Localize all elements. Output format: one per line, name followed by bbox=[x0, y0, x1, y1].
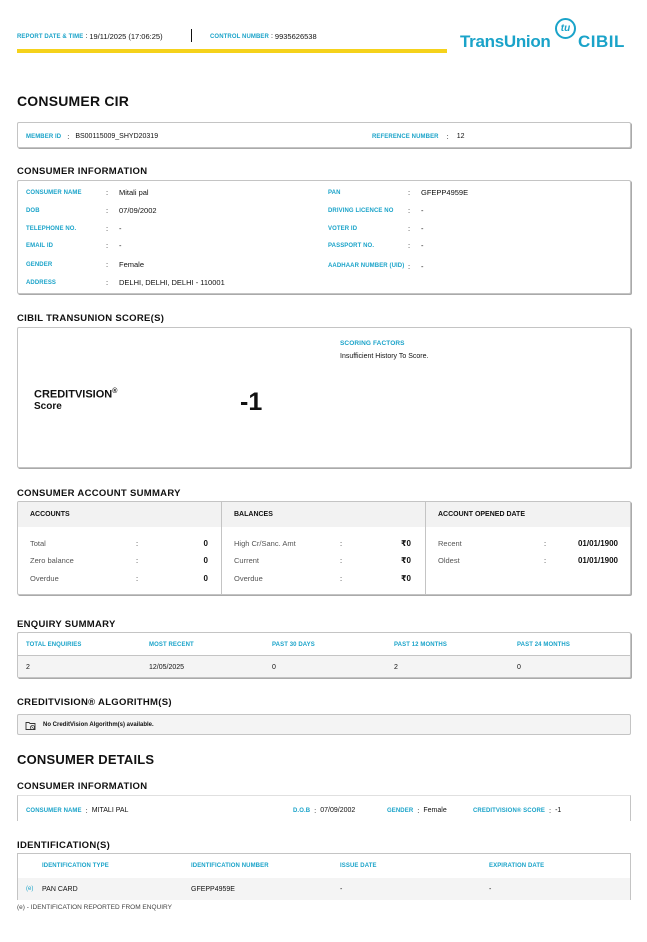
address-label: ADDRESS bbox=[26, 279, 57, 286]
email-label: EMAIL ID bbox=[26, 242, 54, 249]
accounts-panel: ACCOUNTS Total : 0 Zero balance : 0 Overdue : 0 bbox=[18, 502, 222, 595]
enquiry-col-past-12m: PAST 12 MONTHS bbox=[394, 642, 447, 648]
dob-label: DOB bbox=[26, 207, 40, 214]
consumer-name-label: CONSUMER NAME bbox=[26, 189, 82, 196]
enquiry-most-recent-value: 12/05/2025 bbox=[149, 664, 185, 671]
algorithm-box bbox=[17, 714, 631, 735]
id-col-expiration-date: EXPIRATION DATE bbox=[489, 863, 545, 869]
accounts-zero-balance-value: 0 bbox=[203, 556, 208, 565]
consumer-details-title: CONSUMER DETAILS bbox=[17, 752, 155, 767]
enquiry-past-12m-value: 2 bbox=[394, 664, 398, 671]
algorithm-message: No CreditVision Algorithm(s) available. bbox=[43, 722, 154, 728]
enquiry-col-most-recent: MOST RECENT bbox=[149, 642, 194, 648]
balances-overdue-label: Overdue bbox=[234, 574, 263, 583]
report-date-value: 19/11/2025 (17:06:25) bbox=[89, 32, 163, 41]
accounts-total-value: 0 bbox=[203, 539, 208, 548]
accounts-overdue-value: 0 bbox=[203, 574, 208, 583]
enquiry-header-row bbox=[18, 633, 631, 656]
scoring-factors-text: Insufficient History To Score. bbox=[340, 353, 429, 360]
creditvision-score-label bbox=[34, 386, 117, 412]
voter-id-value: - bbox=[421, 224, 424, 233]
member-box: MEMBER ID : BS00115009_SHYD20319 REFERENCE NUMBER : 12 bbox=[17, 122, 631, 148]
reference-number-label: REFERENCE NUMBER bbox=[372, 133, 439, 140]
enquiry-value-row bbox=[18, 656, 631, 678]
report-date-colon: : bbox=[85, 33, 88, 40]
gender-value: Female bbox=[119, 260, 145, 269]
control-number-label: CONTROL NUMBER bbox=[210, 33, 269, 40]
opened-oldest-label: Oldest bbox=[438, 556, 460, 565]
id-row-marker: (e) bbox=[26, 886, 34, 892]
id-issue-date-value: - bbox=[340, 886, 343, 893]
score-value: -1 bbox=[240, 388, 263, 416]
account-opened-title: ACCOUNT OPENED DATE bbox=[426, 502, 631, 527]
pan-value: GFEPP4959E bbox=[421, 188, 469, 197]
telephone-label: TELEPHONE NO. bbox=[26, 225, 77, 232]
enquiry-total-value: 2 bbox=[26, 664, 30, 671]
enquiry-past-30-value: 0 bbox=[272, 664, 276, 671]
id-number-value: GFEPP4959E bbox=[191, 886, 235, 893]
aadhaar-label: AADHAAR NUMBER (UID) bbox=[328, 263, 405, 269]
id-type-value: PAN CARD bbox=[42, 886, 78, 893]
cd-gender-value: Female bbox=[423, 807, 447, 814]
algorithm-heading: CREDITVISION® ALGORITHM(S) bbox=[17, 697, 172, 708]
accounts-zero-balance-label: Zero balance bbox=[30, 556, 74, 565]
pan-label: PAN bbox=[328, 189, 341, 196]
opened-oldest-value: 01/01/1900 bbox=[577, 556, 618, 565]
balances-title: BALANCES bbox=[222, 502, 425, 527]
id-col-issue-date: ISSUE DATE bbox=[340, 863, 377, 869]
driving-licence-label: DRIVING LICENCE NO bbox=[328, 207, 394, 214]
identification-header-row bbox=[18, 854, 631, 878]
header-divider bbox=[191, 29, 192, 42]
accounts-total-label: Total bbox=[30, 539, 46, 548]
member-id-value: BS00115009_SHYD20319 bbox=[75, 133, 159, 140]
creditvision-name: CREDITVISION bbox=[34, 388, 113, 401]
score-box bbox=[17, 327, 631, 468]
consumer-details-box: CONSUMER NAME : MITALI PAL D.O.B : 07/09/2002 GENDER : Female CREDITVISION® SCORE : -1 bbox=[17, 795, 631, 821]
balances-panel: BALANCES High Cr/Sanc. Amt : ₹0 Current : ₹0 Overdue : ₹0 bbox=[222, 502, 426, 595]
dob-value: 07/09/2002 bbox=[119, 206, 157, 215]
aadhaar-value: - bbox=[421, 262, 424, 271]
folder-icon bbox=[25, 720, 36, 731]
control-number bbox=[210, 32, 317, 41]
identification-heading: IDENTIFICATION(S) bbox=[17, 840, 111, 851]
address-value: DELHI, DELHI, DELHI - 110001 bbox=[119, 278, 225, 287]
enquiry-summary-box bbox=[17, 632, 631, 678]
identification-row bbox=[18, 878, 631, 900]
reference-number-value: 12 bbox=[456, 133, 465, 140]
creditvision-reg: ® bbox=[112, 388, 118, 395]
accounts-title: ACCOUNTS bbox=[18, 502, 221, 527]
identification-footnote: (e) - IDENTIFICATION REPORTED FROM ENQUIRY bbox=[17, 904, 172, 911]
logo-text-cibil: CIBIL bbox=[578, 32, 625, 51]
enquiry-past-24m-value: 0 bbox=[517, 664, 521, 671]
report-date-label: REPORT DATE & TIME bbox=[17, 33, 84, 40]
passport-value: - bbox=[421, 241, 424, 250]
balances-overdue-value: ₹0 bbox=[400, 574, 411, 583]
member-id-label: MEMBER ID bbox=[26, 133, 62, 140]
id-col-type: IDENTIFICATION TYPE bbox=[42, 863, 109, 869]
cd-dob-label: D.O.B bbox=[293, 807, 311, 814]
account-opened-panel: ACCOUNT OPENED DATE Recent : 01/01/1900 Oldest : 01/01/1900 bbox=[426, 502, 631, 595]
accounts-overdue-label: Overdue bbox=[30, 574, 59, 583]
cd-name-value: MITALI PAL bbox=[91, 807, 129, 814]
account-summary-heading: CONSUMER ACCOUNT SUMMARY bbox=[17, 488, 181, 499]
cd-score-value: -1 bbox=[555, 807, 562, 814]
logo-badge-icon: tu bbox=[555, 18, 576, 39]
opened-recent-value: 01/01/1900 bbox=[577, 539, 618, 548]
id-expiration-date-value: - bbox=[489, 886, 492, 893]
consumer-details-heading: CONSUMER INFORMATION bbox=[17, 781, 148, 792]
balances-high-credit-label: High Cr/Sanc. Amt bbox=[234, 539, 296, 548]
scoring-factors-label: SCORING FACTORS bbox=[340, 340, 405, 347]
logo-text-transunion: TransUnion bbox=[460, 32, 551, 51]
enquiry-summary-heading: ENQUIRY SUMMARY bbox=[17, 619, 116, 630]
email-value: - bbox=[119, 241, 122, 250]
page-title: CONSUMER CIR bbox=[17, 93, 130, 109]
identification-box bbox=[17, 853, 631, 900]
consumer-info-heading: CONSUMER INFORMATION bbox=[17, 166, 148, 177]
balances-current-label: Current bbox=[234, 556, 260, 565]
telephone-value: - bbox=[119, 224, 122, 233]
cd-gender-label: GENDER bbox=[387, 807, 414, 814]
control-number-colon: : bbox=[270, 33, 273, 40]
cd-name-label: CONSUMER NAME bbox=[26, 807, 82, 814]
account-summary-box bbox=[17, 501, 631, 595]
enquiry-col-past-30: PAST 30 DAYS bbox=[272, 642, 315, 648]
cd-score-label: CREDITVISION® SCORE bbox=[473, 807, 545, 814]
consumer-info-box: CONSUMER NAME : Mitali pal DOB : 07/09/2002 TELEPHONE NO. : - EMAIL ID : - GENDER : Female ADDRESS : DELHI, DELHI, DELHI - 110001 PAN : GFEPP4959E DRIVING LICENCE NO : - VOTER ID : - PASSPORT NO. : - AADHAAR NUMBER (UID) : - bbox=[17, 180, 631, 294]
report-date bbox=[17, 32, 163, 41]
passport-label: PASSPORT NO. bbox=[328, 242, 375, 249]
driving-licence-value: - bbox=[421, 206, 424, 215]
balances-high-credit-value: ₹0 bbox=[400, 539, 411, 548]
voter-id-label: VOTER ID bbox=[328, 225, 358, 232]
enquiry-col-total: TOTAL ENQUIRIES bbox=[26, 642, 82, 648]
balances-current-value: ₹0 bbox=[400, 556, 411, 565]
score-heading: CIBIL TRANSUNION SCORE(S) bbox=[17, 313, 165, 324]
cd-dob-value: 07/09/2002 bbox=[320, 807, 356, 814]
id-col-number: IDENTIFICATION NUMBER bbox=[191, 863, 269, 869]
creditvision-sub: Score bbox=[34, 400, 62, 412]
consumer-name-value: Mitali pal bbox=[119, 188, 149, 197]
header-accent-bar bbox=[17, 49, 447, 53]
transunion-cibil-logo bbox=[458, 18, 634, 54]
enquiry-col-past-24m: PAST 24 MONTHS bbox=[517, 642, 570, 648]
gender-label: GENDER bbox=[26, 261, 53, 268]
control-number-value: 9935626538 bbox=[274, 32, 317, 41]
opened-recent-label: Recent bbox=[438, 539, 462, 548]
